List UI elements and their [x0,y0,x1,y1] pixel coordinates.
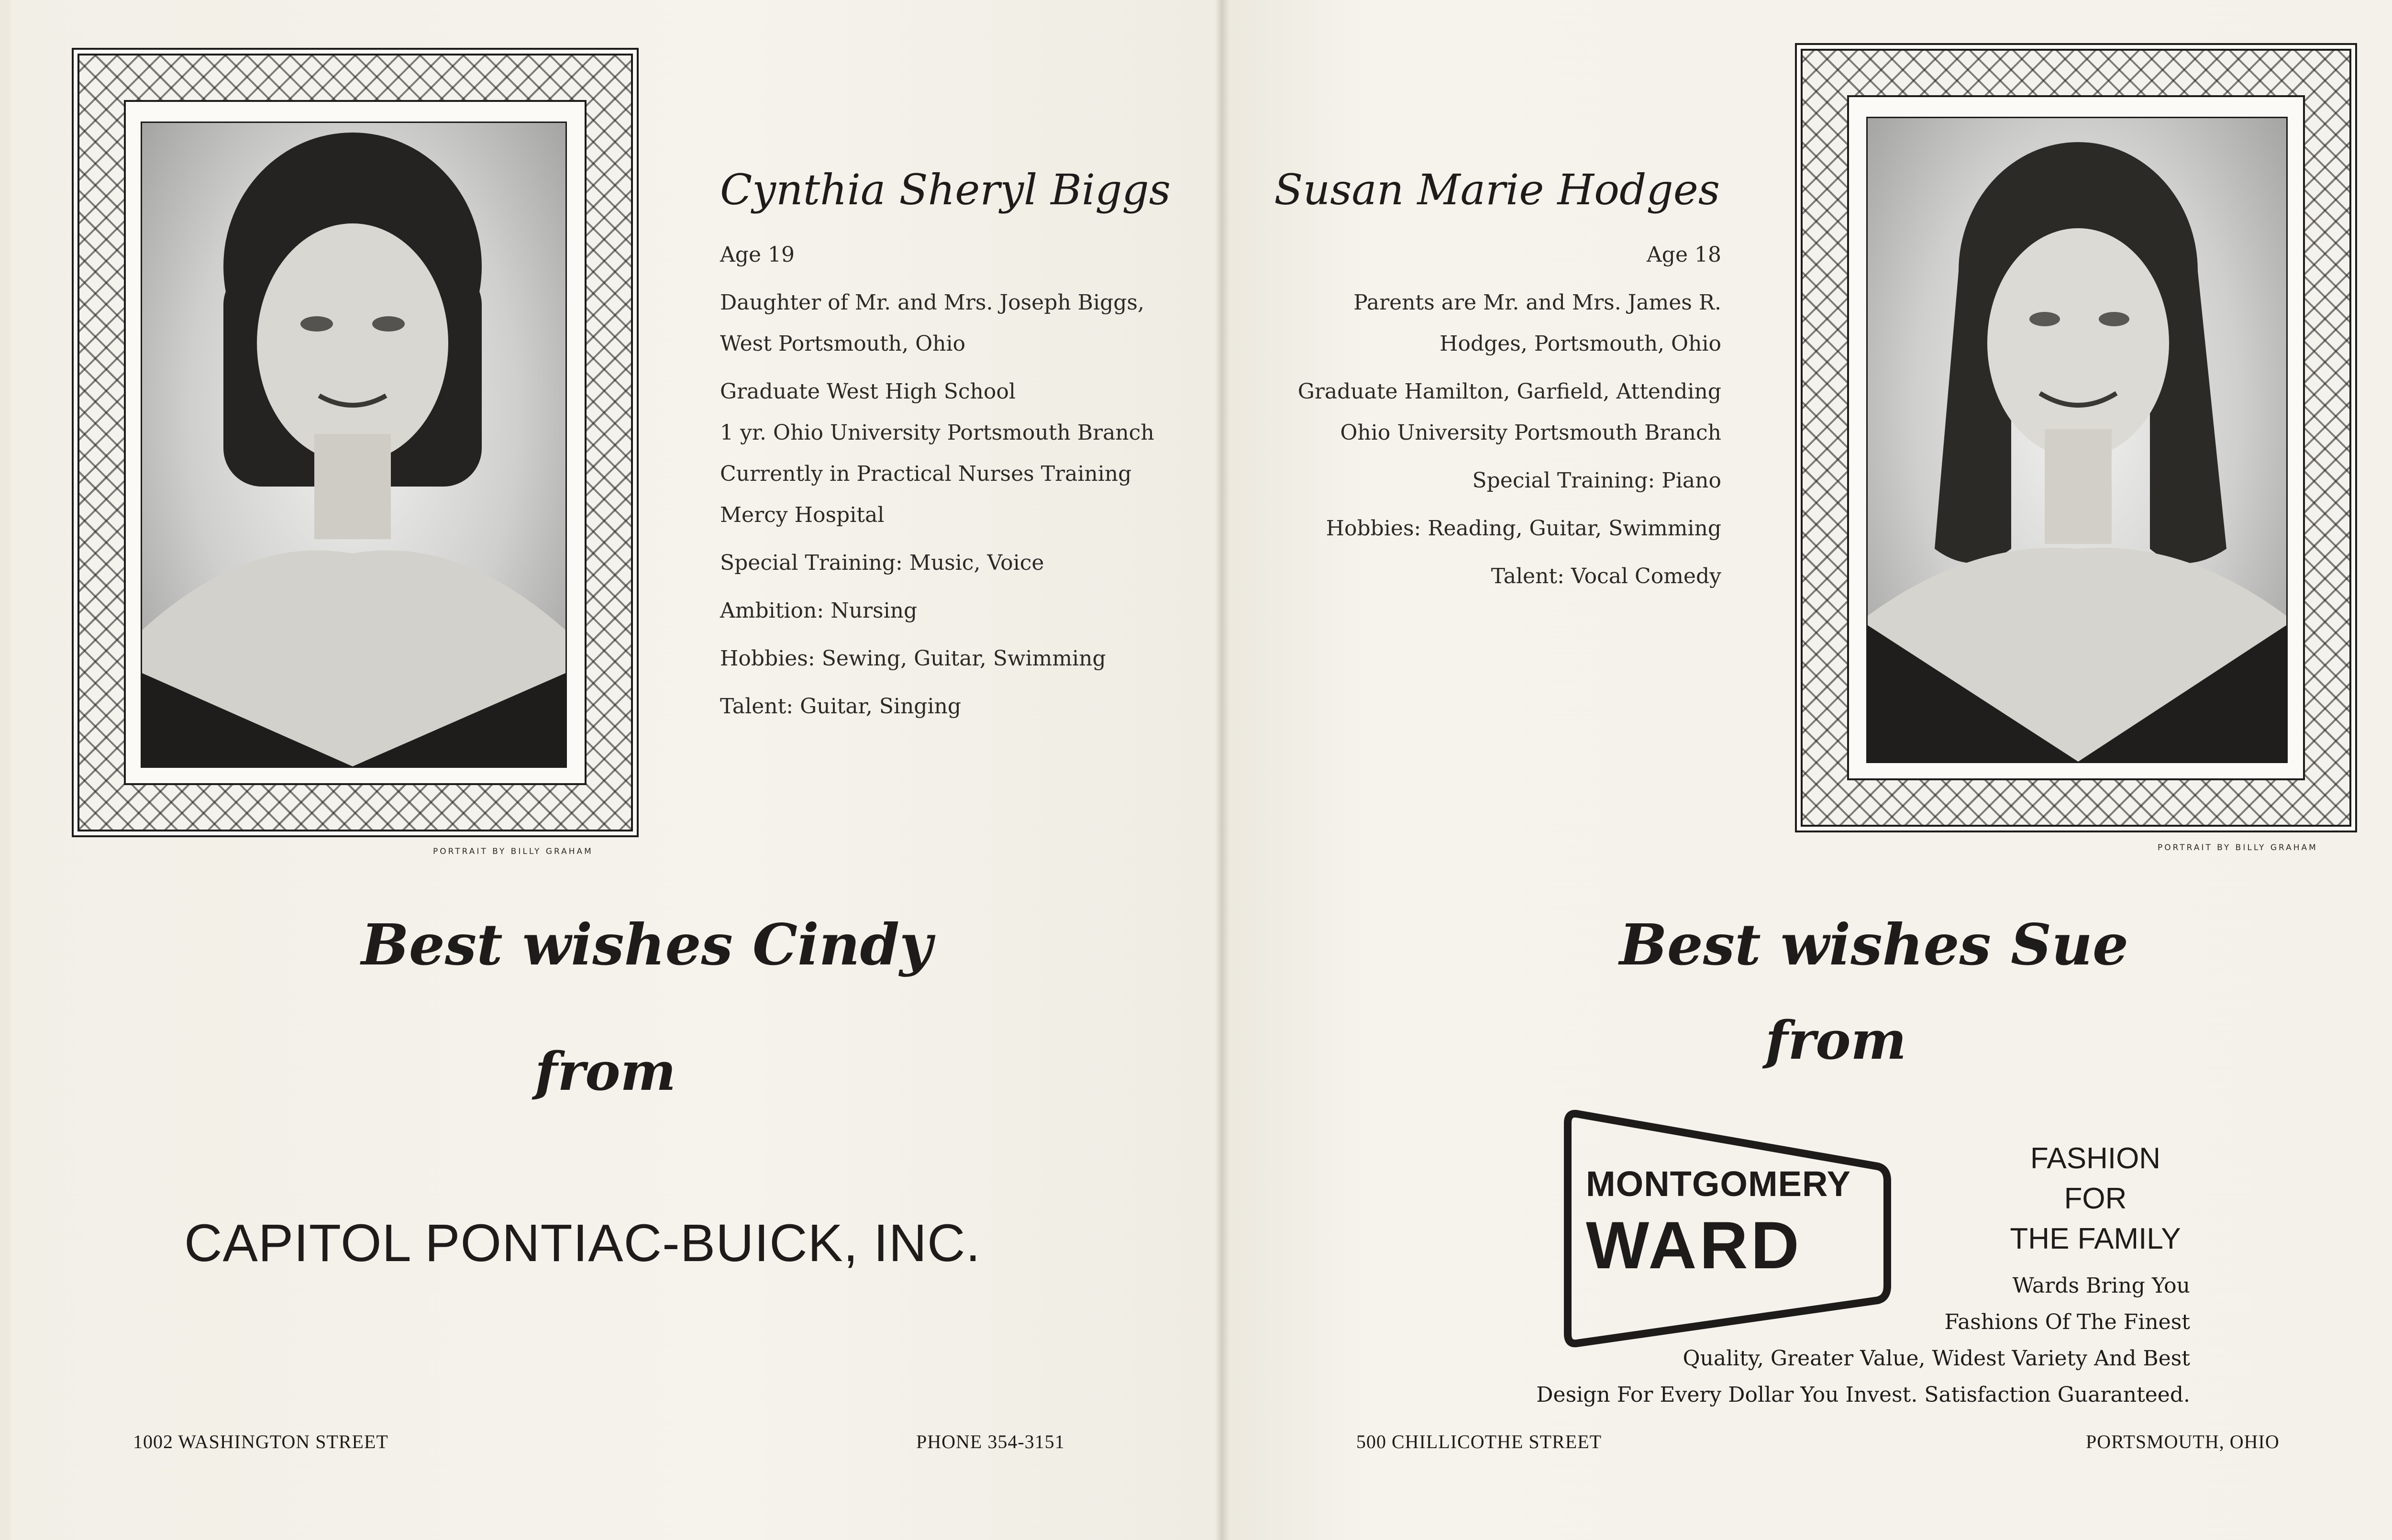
bio-line: Daughter of Mr. and Mrs. Joseph Biggs, [720,290,1144,315]
bio-line: Currently in Practical Nurses Training [720,462,1132,486]
bio-line: Parents are Mr. and Mrs. James R. [1353,290,1721,315]
business-phone: PHONE 354-3151 [916,1431,1065,1452]
from-heading: from [1765,1009,1907,1071]
bio-line: Age 19 [720,243,795,267]
tagline-line: FOR [2064,1182,2127,1215]
tagline-line: THE FAMILY [2010,1222,2181,1255]
bio-line: 1 yr. Ohio University Portsmouth Branch [720,421,1154,445]
right-portrait-frame [1795,43,2357,832]
bio-line: Talent: Guitar, Singing [720,694,962,719]
bio-line: Talent: Vocal Comedy [1491,564,1721,588]
business-name: CAPITOL PONTIAC-BUICK, INC. [184,1214,981,1273]
business-city: PORTSMOUTH, OHIO [2086,1431,2280,1452]
tagline-line: FASHION [2030,1142,2161,1175]
bio-line: Graduate West High School [720,379,1016,404]
bio-line: Ohio University Portsmouth Branch [1340,421,1721,445]
best-wishes-heading: Best wishes Cindy [361,911,932,978]
portrait-silhouette-icon [1868,118,2286,762]
bio-line: West Portsmouth, Ohio [720,332,966,356]
portrait-photo-cynthia [141,122,567,768]
portrait-silhouette-icon [142,123,565,766]
bio-line: Age 18 [1647,243,1721,267]
left-portrait-frame [72,48,639,837]
from-heading: from [535,1041,676,1102]
bio-line: Hobbies: Reading, Guitar, Swimming [1326,516,1721,541]
ad-copy-line: Wards Bring You [2012,1274,2190,1298]
fashion-tagline [2007,1139,2184,1259]
logo-ward-text: WARD [1586,1208,1802,1283]
ad-copy-line: Fashions Of The Finest [1944,1310,2190,1334]
portrait-photo-susan [1866,117,2288,763]
bio-line: Graduate Hamilton, Garfield, Attending [1297,379,1721,404]
best-wishes-heading: Best wishes Sue [1619,911,2129,978]
contestant-bio [720,234,1154,727]
bio-line: Mercy Hospital [720,503,885,527]
ad-copy-line: Quality, Greater Value, Widest Variety And Best [1683,1346,2190,1371]
bio-line: Hobbies: Sewing, Guitar, Swimming [720,646,1106,671]
bio-line: Ambition: Nursing [720,598,918,623]
business-address: 500 CHILLICOTHE STREET [1356,1431,1602,1452]
page-gutter [1215,0,1229,1540]
business-address: 1002 WASHINGTON STREET [133,1431,388,1452]
contestant-name: Susan Marie Hodges [1274,165,1720,214]
ad-copy-line: Design For Every Dollar You Invest. Satisfaction Guaranteed. [1536,1383,2190,1407]
contestant-name: Cynthia Sheryl Biggs [720,165,1171,214]
portrait-credit: PORTRAIT BY BILLY GRAHAM [433,847,593,856]
contestant-bio [1252,234,1721,597]
bio-line: Hodges, Portsmouth, Ohio [1440,332,1721,356]
logo-montgomery-text: MONTGOMERY [1586,1164,1851,1204]
bio-line: Special Training: Piano [1472,468,1721,493]
bio-line: Special Training: Music, Voice [720,551,1044,575]
ad-copy [1473,1268,2190,1413]
portrait-credit: PORTRAIT BY BILLY GRAHAM [2158,843,2318,853]
